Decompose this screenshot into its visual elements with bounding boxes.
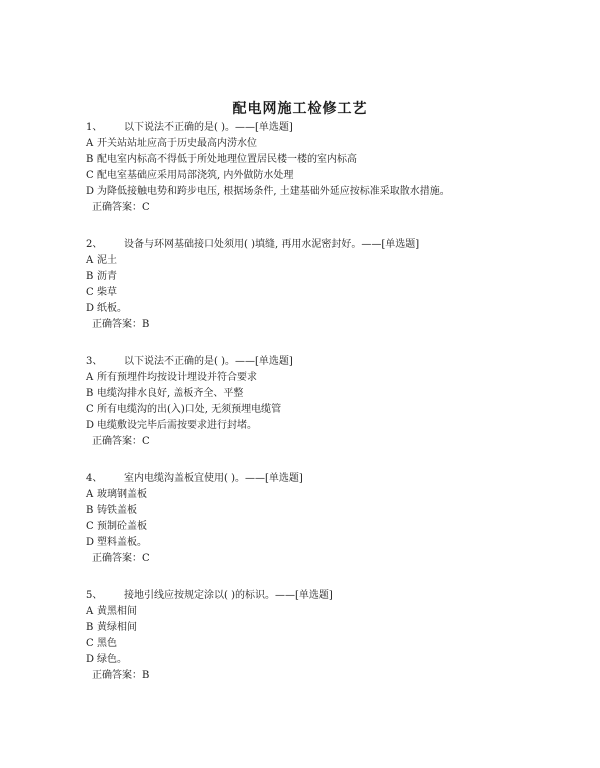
option-text: 黄黑相间 bbox=[97, 606, 137, 617]
option-letter: C bbox=[86, 638, 94, 649]
option-letter: A bbox=[86, 255, 94, 266]
option-text: 玻璃钢盖板 bbox=[97, 489, 147, 500]
option-d bbox=[86, 184, 546, 200]
option-text: 黄绿相间 bbox=[97, 622, 137, 633]
question-header bbox=[86, 237, 546, 253]
option-b bbox=[86, 269, 546, 285]
option-text: 所有电缆沟的出(入)口处, 无须预埋电缆管 bbox=[97, 404, 282, 415]
option-text: 配电室内标高不得低于所处地理位置居民楼一楼的室内标高 bbox=[97, 154, 357, 165]
correct-answer: 正确答案：B bbox=[92, 670, 150, 681]
option-text: 为降低接触电势和跨步电压, 根据场条件, 土建基础外延应按标准采取散水措施。 bbox=[97, 186, 450, 197]
question-4 bbox=[86, 471, 546, 567]
question-3 bbox=[86, 354, 546, 450]
correct-answer: 正确答案：C bbox=[92, 202, 150, 213]
option-a bbox=[86, 487, 546, 503]
option-text: 配电室基础应采用局部浇筑, 内外做防水处理 bbox=[97, 170, 294, 181]
option-text: 黑色 bbox=[97, 638, 117, 649]
option-d bbox=[86, 652, 546, 668]
question-5 bbox=[86, 588, 546, 684]
option-letter: B bbox=[86, 388, 94, 399]
option-text: 泥土 bbox=[97, 255, 117, 266]
correct-answer: 正确答案：C bbox=[92, 553, 150, 564]
option-letter: B bbox=[86, 505, 94, 516]
option-letter: B bbox=[86, 622, 94, 633]
question-header bbox=[86, 588, 546, 604]
question-1 bbox=[86, 120, 546, 216]
option-text: 所有预埋件均按设计埋设并符合要求 bbox=[97, 372, 257, 383]
option-letter: D bbox=[86, 303, 95, 314]
option-letter: D bbox=[86, 654, 95, 665]
question-stem: 以下说法不正确的是( )。——[单选题] bbox=[124, 356, 293, 367]
option-text: 铸铁盖板 bbox=[97, 505, 137, 516]
option-c bbox=[86, 636, 546, 652]
option-c bbox=[86, 402, 546, 418]
option-d bbox=[86, 301, 546, 317]
question-header bbox=[86, 120, 546, 136]
option-b bbox=[86, 152, 546, 168]
option-c bbox=[86, 168, 546, 184]
correct-answer: 正确答案：B bbox=[92, 319, 150, 330]
option-a bbox=[86, 136, 546, 152]
option-text: 电缆沟排水良好, 盖板齐全、平整 bbox=[97, 388, 244, 399]
option-b bbox=[86, 503, 546, 519]
option-letter: D bbox=[86, 186, 95, 197]
question-header bbox=[86, 471, 546, 487]
question-stem: 以下说法不正确的是( )。——[单选题] bbox=[124, 122, 293, 133]
question-stem: 接地引线应按规定涂以( )的标识。——[单选题] bbox=[124, 590, 333, 601]
question-number: 2、 bbox=[86, 239, 103, 250]
option-letter: D bbox=[86, 420, 95, 431]
option-letter: B bbox=[86, 271, 94, 282]
question-number: 5、 bbox=[86, 590, 103, 601]
option-letter: B bbox=[86, 154, 94, 165]
option-text: 预制砼盖板 bbox=[97, 521, 147, 532]
correct-answer: 正确答案：C bbox=[92, 436, 150, 447]
question-number: 4、 bbox=[86, 473, 103, 484]
question-2 bbox=[86, 237, 546, 333]
option-d bbox=[86, 418, 546, 434]
option-text: 塑料盖板。 bbox=[97, 537, 147, 548]
option-text: 开关站站址应高于历史最高内涝水位 bbox=[97, 138, 257, 149]
option-b bbox=[86, 386, 546, 402]
option-c bbox=[86, 285, 546, 301]
option-letter: A bbox=[86, 138, 94, 149]
option-text: 沥青 bbox=[97, 271, 117, 282]
option-letter: C bbox=[86, 521, 94, 532]
question-header bbox=[86, 354, 546, 370]
question-number: 1、 bbox=[86, 122, 103, 133]
option-c bbox=[86, 519, 546, 535]
option-letter: D bbox=[86, 537, 95, 548]
question-stem: 设备与环网基础接口处须用( )填缝, 再用水泥密封好。——[单选题] bbox=[124, 239, 420, 250]
question-number: 3、 bbox=[86, 356, 103, 367]
option-letter: C bbox=[86, 287, 94, 298]
option-a bbox=[86, 253, 546, 269]
question-stem: 室内电缆沟盖板宜使用( )。——[单选题] bbox=[124, 473, 303, 484]
option-letter: C bbox=[86, 170, 94, 181]
option-b bbox=[86, 620, 546, 636]
option-d bbox=[86, 535, 546, 551]
document-title: 配电网施工检修工艺 bbox=[232, 101, 368, 117]
option-text: 柴草 bbox=[97, 287, 117, 298]
option-letter: A bbox=[86, 489, 94, 500]
option-letter: A bbox=[86, 372, 94, 383]
option-text: 绿色。 bbox=[97, 654, 127, 665]
option-a bbox=[86, 604, 546, 620]
option-letter: A bbox=[86, 606, 94, 617]
option-a bbox=[86, 370, 546, 386]
option-text: 纸板。 bbox=[97, 303, 127, 314]
option-letter: C bbox=[86, 404, 94, 415]
option-text: 电缆敷设完毕后需按要求进行封堵。 bbox=[97, 420, 257, 431]
